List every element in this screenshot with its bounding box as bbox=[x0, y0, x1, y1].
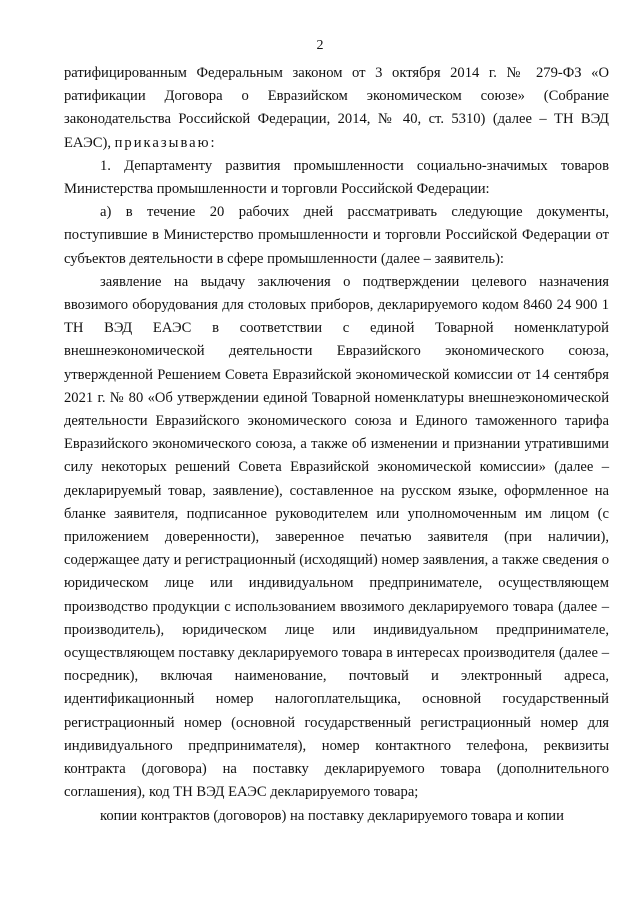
paragraph-application: заявление на выдачу заключения о подтверждении целевого назначения ввозимого оборудования для столовых приборов, декларируемого кодом 8460 24 900 1 ТН ВЭД ЕАЭС в соответствии с единой Товарной номенклатурой внешнеэкономической деятельности Евразийского экономического союза, утвержденной Решением Совета Евразийской экономической комиссии от 14 сентября 2021 г. № 80 «Об утверждении единой Товарной номенклатуры внешнеэкономической деятельности Евразийского экономического союза и Единого таможенного тарифа Евразийского экономического союза, а также об изменении и признании утратившими силу некоторых решений Совета Евразийской экономической комиссии» (далее – декларируемый товар, заявление), составленное на русском языке, оформленное на бланке заявителя, подписанное руководителем или уполномоченным им лицом (с приложением доверенности), заверенное печатью заявителя (при наличии), содержащее дату и регистрационный (исходящий) номер заявления, а также сведения о юридическом лице или индивидуальном предпринимателе, осуществляющем производство продукции с использованием ввозимого декларируемого товара (далее – производитель), юридическом лице или индивидуальном предпринимателе, осуществляющем поставку декларируемого товара в интересах производителя (далее – посредник), включая наименование, почтовый и электронный адреса, идентификационный номер налогоплательщика, основной государственный регистрационный номер (основной государственный регистрационный номер для индивидуального предпринимателя), номер контактного телефона, реквизиты контракта (договора) на поставку декларируемого товара (дополнительного соглашения), код ТН ВЭД ЕАЭС декларируемого товара; bbox=[64, 273, 609, 801]
paragraph-subitem-a: а) в течение 20 рабочих дней рассматривать следующие документы, поступившие в Министерство промышленности и торговли Российской Федерации от субъектов деятельности в сфере промышленности (далее – заявитель): bbox=[64, 204, 609, 267]
order-word: приказываю: bbox=[114, 134, 217, 151]
paragraph-contracts: копии контрактов (договоров) на поставку декларируемого товара и копии bbox=[100, 807, 564, 824]
document-body bbox=[64, 62, 609, 828]
page-number: 2 bbox=[316, 38, 324, 53]
paragraph-item-1: 1. Департаменту развития промышленности социально-значимых товаров Министерства промышленности и торговли Российской Федерации: bbox=[64, 157, 609, 198]
paragraph-ratification: ратифицированным Федеральным законом от 3 октября 2014 г. № 279-ФЗ «О ратификации Договора о Евразийском экономическом союзе» (Собрание законодательства Российской Федерации, 2014, № 40, ст. 5310) (далее – ТН ВЭД ЕАЭС), приказываю: bbox=[64, 65, 609, 151]
